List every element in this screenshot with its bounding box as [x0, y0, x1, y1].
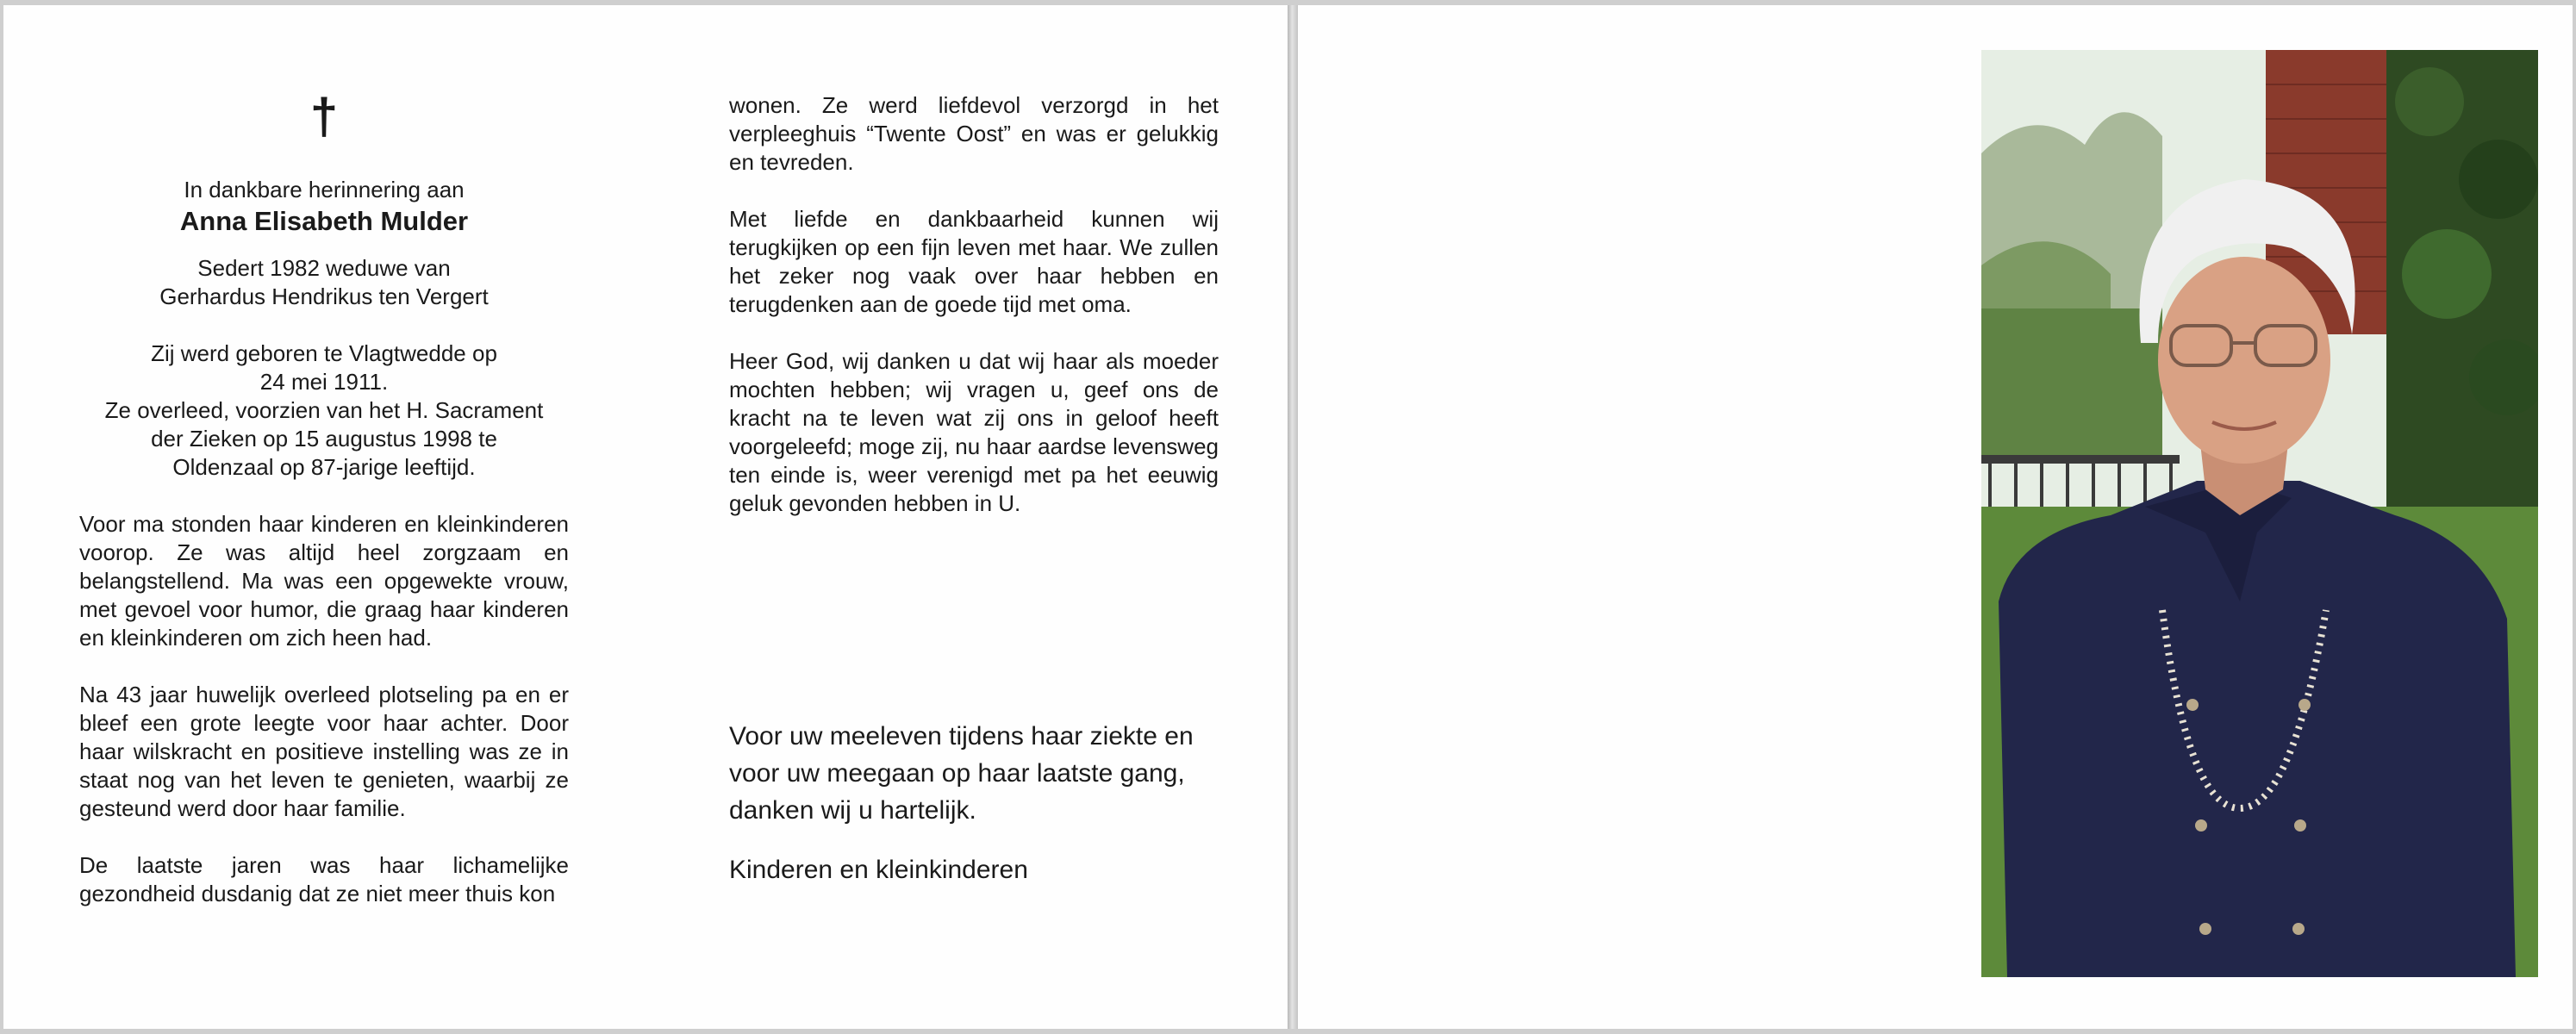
widow-line-2: Gerhardus Hendrikus ten Vergert	[159, 283, 489, 309]
card-fold	[1288, 5, 1298, 1029]
portrait-illustration	[1981, 50, 2538, 977]
paragraph-marriage: Na 43 jaar huwelijk overleed plotseling pa en er bleef een grote leegte voor haar achter. Door haar wilskracht en positieve instelling was ze in staat nog van het leven te genieten, waarbij ze gesteund werd door haar familie.	[79, 682, 569, 821]
birth-line-1: Zij werd geboren te Vlagtwedde op	[151, 340, 497, 366]
death-line-2: der Zieken op 15 augustus 1998 te	[151, 426, 497, 452]
signature-line: Kinderen en kleinkinderen	[729, 856, 1028, 884]
right-text-column	[729, 91, 1219, 888]
prayer-paragraph: Heer God, wij danken u dat wij haar als moeder mochten hebben; wij vragen u, geef ons de kracht na te leven wat zij ons in geloof heeft voorgeleefd; moge zij, nu haar aardse levensweg ten einde is, weer verenigd met pa het eeuwig geluk gevonden hebben in U.	[729, 348, 1219, 516]
death-line-1: Ze overleed, voorzien van het H. Sacrament	[104, 397, 544, 423]
birth-line-2: 24 mei 1911.	[259, 369, 389, 395]
inside-spread	[3, 5, 1288, 1029]
death-line-3: Oldenzaal op 87-jarige leeftijd.	[172, 454, 476, 480]
intro-line: In dankbare herinnering aan	[184, 177, 465, 202]
left-text-column	[79, 91, 569, 908]
deceased-name: Anna Elisabeth Mulder	[179, 206, 469, 236]
cross-icon: †	[309, 89, 339, 145]
paragraph-family: Voor ma stonden haar kinderen en kleinkinderen voorop. Ze was altijd heel zorgzaam en belangstellend. Ma was een opgewekte vrouw, met gevoel voor humor, die graag haar kinderen en kleinkinderen om zich heen had.	[79, 511, 569, 651]
paragraph-health: De laatste jaren was haar lichamelijke gezondheid dusdanig dat ze niet meer thuis kon	[79, 852, 569, 906]
paragraph-gratitude: Met liefde en dankbaarheid kunnen wij terugkijken op een fijn leven met haar. We zullen het zeker nog vaak over haar hebben en terugdenken aan de goede tijd met oma.	[729, 206, 1219, 317]
portrait-photo	[1981, 50, 2538, 977]
paragraph-care-home: wonen. Ze werd liefdevol verzorgd in het verpleeghuis “Twente Oost” en was er gelukkig en tevreden.	[729, 92, 1219, 175]
thanks-paragraph: Voor uw meeleven tijdens haar ziekte en voor uw meegaan op haar laatste gang, danken wij u hartelijk.	[729, 722, 1194, 825]
widow-line-1: Sedert 1982 weduwe van	[197, 255, 451, 281]
